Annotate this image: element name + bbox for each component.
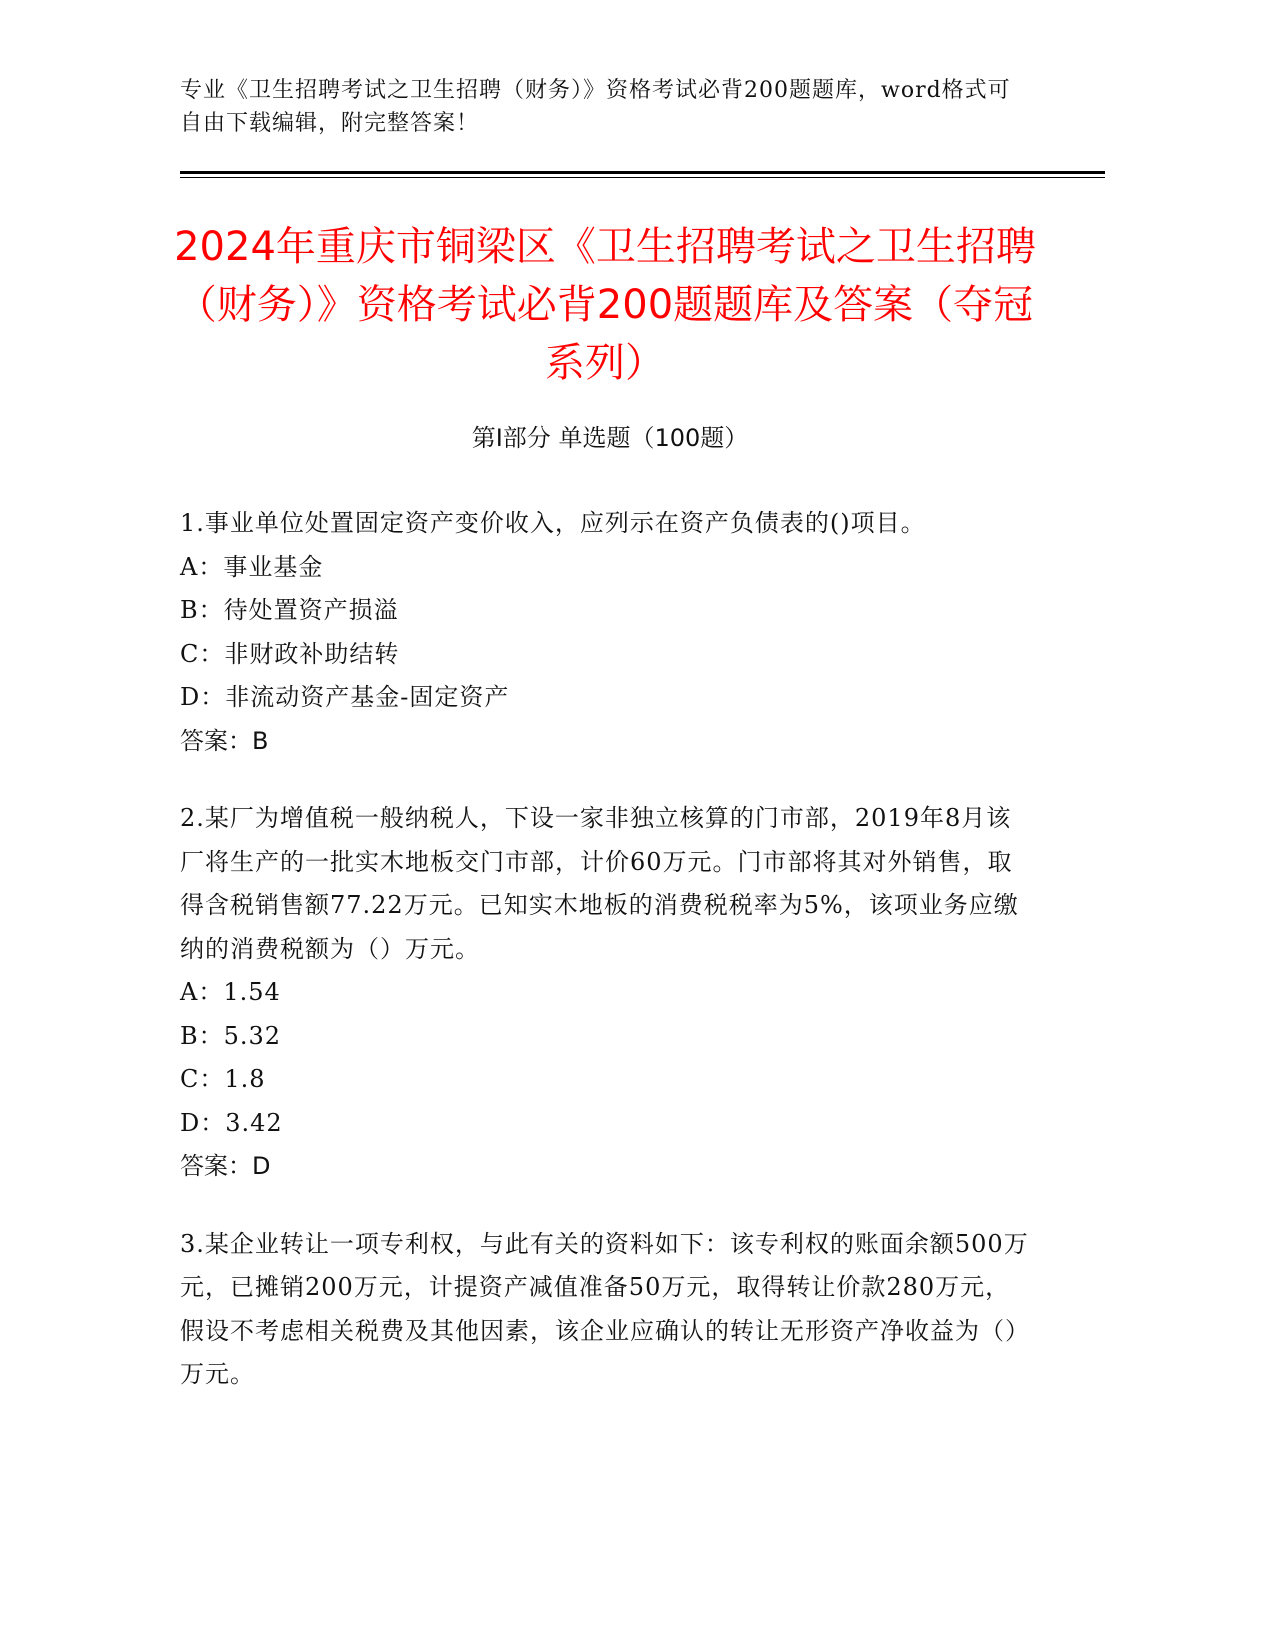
- header-divider-thick: [180, 171, 1105, 174]
- header-note: 专业《卫生招聘考试之卫生招聘（财务）》资格考试必背200题题库，word格式可自由下载编辑，附完整答案！: [180, 78, 1011, 136]
- option-d: D：非流动资产基金-固定资产: [180, 683, 510, 711]
- question-3: [180, 1223, 1030, 1397]
- document-title: 2024年重庆市铜梁区《卫生招聘考试之卫生招聘（财务）》资格考试必背200题题库及答案（夺冠系列）: [174, 224, 1036, 386]
- option-c: C：1.8: [180, 1065, 266, 1093]
- question-stem: 3.某企业转让一项专利权，与此有关的资料如下：该专利权的账面余额500万元，已摊销200万元，计提资产减值准备50万元，取得转让价款280万元，假设不考虑相关税费及其他因素，该企业应确认的转让无形资产净收益为（）万元。: [180, 1229, 1030, 1388]
- section-title: 第I部分 单选题（100题）: [471, 424, 749, 452]
- option-a: A：事业基金: [180, 552, 324, 581]
- option-b: B：待处置资产损溢: [180, 596, 399, 624]
- answer-line: 答案：B: [180, 726, 269, 755]
- option-list: [180, 546, 1030, 720]
- question-2: [180, 797, 1030, 1189]
- question-stem: 2.某厂为增值税一般纳税人，下设一家非独立核算的门市部，2019年8月该厂将生产的一批实木地板交门市部，计价60万元。门市部将其对外销售，取得含税销售额77.22万元。已知实木地板的消费税税率为5%，该项业务应缴纳的消费税额为（）万元。: [180, 804, 1019, 963]
- question-1: [180, 502, 1030, 763]
- header-divider-thin: [180, 177, 1105, 178]
- option-c: C：非财政补助结转: [180, 639, 400, 668]
- question-stem: 1.事业单位处置固定资产变价收入，应列示在资产负债表的()项目。: [180, 509, 926, 537]
- option-a: A：1.54: [180, 978, 281, 1006]
- answer-line: 答案：D: [180, 1152, 271, 1180]
- option-b: B：5.32: [180, 1021, 282, 1050]
- option-list: [180, 971, 1030, 1145]
- question-list: [180, 502, 1030, 1431]
- option-d: D：3.42: [180, 1108, 283, 1137]
